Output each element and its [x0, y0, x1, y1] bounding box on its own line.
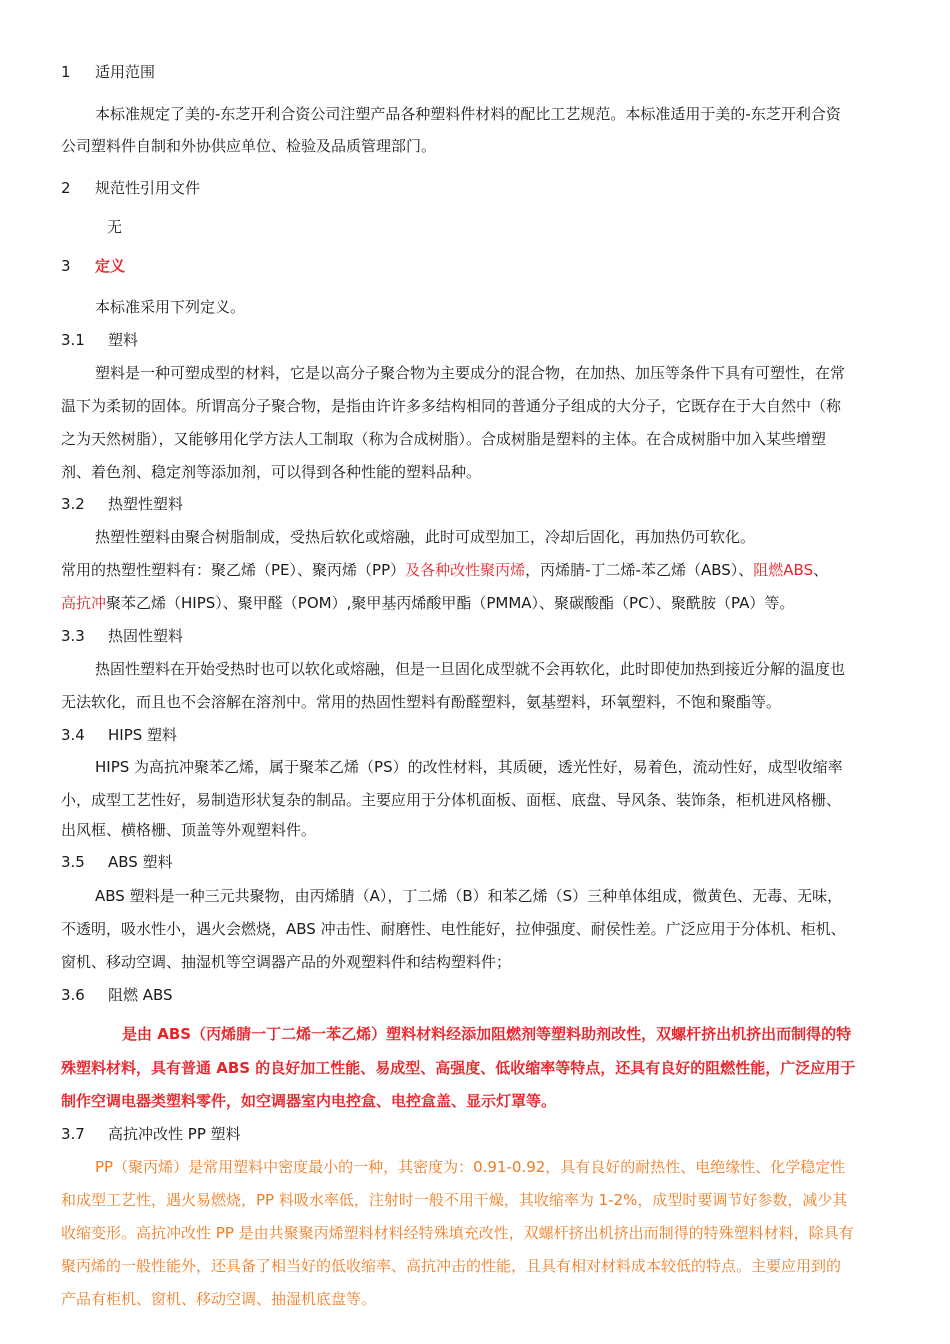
section-3-5-title: ABS 塑料 [108, 853, 173, 871]
section-2-body: 无 [107, 218, 123, 236]
high-impact-highlight: 高抗冲 [61, 594, 107, 612]
thermoplastic-list-part-5: 、 [813, 561, 829, 579]
section-3-1-body-line-4: 剂、着色剂、稳定剂等添加剂，可以得到各种性能的塑料品种。 [61, 463, 482, 481]
section-3-1-body-line-2: 温下为柔韧的固体。所谓高分子聚合物，是指由许许多多结构相同的普通分子组成的大分子，它既存在于大自然中（称 [61, 397, 842, 415]
section-3-7-body-line-5: 产品有柜机、窗机、移动空调、抽湿机底盘等。 [61, 1290, 377, 1308]
section-3-5-body-line-3: 窗机、移动空调、抽湿机等空调器产品的外观塑料件和结构塑料件； [61, 953, 512, 971]
thermoplastic-list-part-1: 常用的热塑性塑料有：聚乙烯（PE）、聚丙烯（PP） [61, 561, 406, 579]
section-1-title: 适用范围 [95, 63, 156, 81]
section-3-2-body-line-1: 热塑性塑料由聚合树脂制成，受热后软化或熔融，此时可成型加工，冷却后固化，再加热仍可软化。 [95, 528, 756, 546]
section-1-body-line-2: 公司塑料件自制和外协供应单位、检验及品质管理部门。 [61, 137, 437, 155]
section-3-4-body-line-2: 小，成型工艺性好，易制造形状复杂的制品。主要应用于分体机面板、面框、底盘、导风条、装饰条，柜机进风格栅、 [61, 791, 842, 809]
section-3-3-body-line-2: 无法软化，而且也不会溶解在溶剂中。常用的热固性塑料有酚醛塑料，氨基塑料，环氧塑料，不饱和聚酯等。 [61, 693, 782, 711]
section-3-7-body-line-4: 聚丙烯的一般性能外，还具备了相当好的低收缩率、高抗冲击的性能，且具有相对材料成本较低的特点。主要应用到的 [61, 1257, 842, 1275]
section-3-6-body-line-2: 殊塑料材料，具有普通 ABS 的良好加工性能、易成型、高强度、低收缩率等特点，还具有良好的阻燃性能，广泛应用于 [61, 1059, 856, 1077]
section-3-3-title: 热固性塑料 [108, 627, 184, 645]
section-1-body-line-1: 本标准规定了美的-东芝开利合资公司注塑产品各种塑料件材料的配比工艺规范。本标准适用于美的-东芝开利合资 [95, 105, 841, 123]
modified-pp-highlight: 及各种改性聚丙烯 [405, 561, 526, 579]
thermoplastic-list-part-6: 聚苯乙烯（HIPS）、聚甲醛（POM）,聚甲基丙烯酸甲酯（PMMA）、聚碳酸酯（PC）、聚酰胺（PA）等。 [106, 594, 795, 612]
section-3-1-body-line-1: 塑料是一种可塑成型的材料，它是以高分子聚合物为主要成分的混合物，在加热、加压等条件下具有可塑性，在常 [95, 364, 846, 382]
section-3-4-number: 3.4 [61, 726, 85, 744]
section-3-number: 3 [61, 257, 71, 275]
section-3-6-body-line-3: 制作空调电器类塑料零件，如空调器室内电控盒、电控盒盖、显示灯罩等。 [61, 1092, 557, 1110]
section-3-5-body-line-1: ABS 塑料是一种三元共聚物，由丙烯腈（A），丁二烯（B）和苯乙烯（S）三种单体组成，微黄色、无毒、无味， [95, 887, 843, 905]
section-3-7-title: 高抗冲改性 PP 塑料 [108, 1125, 241, 1143]
section-3-1-number: 3.1 [61, 331, 85, 349]
section-3-2-title: 热塑性塑料 [108, 495, 184, 513]
section-3-2-body-line-2 [61, 560, 828, 580]
section-2-title: 规范性引用文件 [95, 179, 201, 197]
section-3-2-number: 3.2 [61, 495, 85, 513]
section-3-3-body-line-1: 热固性塑料在开始受热时也可以软化或熔融，但是一旦固化成型就不会再软化，此时即使加热到接近分解的温度也 [95, 660, 846, 678]
section-3-4-body-line-1: HIPS 为高抗冲聚苯乙烯，属于聚苯乙烯（PS）的改性材料，其质硬，透光性好，易着色，流动性好，成型收缩率 [95, 758, 843, 776]
section-3-4-body-line-3: 出风框、横格栅、顶盖等外观塑料件。 [61, 821, 317, 839]
section-3-title: 定义 [95, 257, 126, 275]
section-3-7-body-line-3: 收缩变形。高抗冲改性 PP 是由共聚聚丙烯塑料材料经特殊填充改性，双螺杆挤出机挤出而制得的特殊塑料材料，除具有 [61, 1224, 854, 1242]
section-3-7-body-line-2: 和成型工艺性，遇火易燃烧，PP 料吸水率低，注射时一般不用干燥，其收缩率为 1-2%，成型时要调节好参数，减少其 [61, 1191, 848, 1209]
section-3-5-body-line-2: 不透明，吸水性小，遇火会燃烧，ABS 冲击性、耐磨性、电性能好，拉伸强度、耐侯性差。广泛应用于分体机、柜机、 [61, 920, 846, 938]
section-3-6-title: 阻燃 ABS [108, 986, 173, 1004]
flame-retardant-abs-highlight: 阻燃ABS [753, 561, 814, 579]
section-3-7-number: 3.7 [61, 1125, 85, 1143]
section-3-7-body-line-1: PP（聚丙烯）是常用塑料中密度最小的一种，其密度为：0.91-0.92，具有良好的耐热性、电绝缘性、化学稳定性 [95, 1158, 846, 1176]
section-3-6-number: 3.6 [61, 986, 85, 1004]
section-3-4-title: HIPS 塑料 [108, 726, 178, 744]
section-3-6-body-line-1: 是由 ABS（丙烯腈一丁二烯一苯乙烯）塑料材料经添加阻燃剂等塑料助剂改性，双螺杆挤出机挤出而制得的特 [122, 1025, 852, 1043]
thermoplastic-list-part-3: ，丙烯腈-丁二烯-苯乙烯（ABS）、 [525, 561, 754, 579]
section-3-2-body-line-3 [61, 593, 794, 613]
section-3-1-title: 塑料 [108, 331, 139, 349]
section-2-number: 2 [61, 179, 71, 197]
section-3-body: 本标准采用下列定义。 [95, 298, 246, 316]
section-3-5-number: 3.5 [61, 853, 85, 871]
section-3-1-body-line-3: 之为天然树脂），又能够用化学方法人工制取（称为合成树脂）。合成树脂是塑料的主体。在合成树脂中加入某些增塑 [61, 430, 827, 448]
section-1-number: 1 [61, 63, 71, 81]
section-3-3-number: 3.3 [61, 627, 85, 645]
